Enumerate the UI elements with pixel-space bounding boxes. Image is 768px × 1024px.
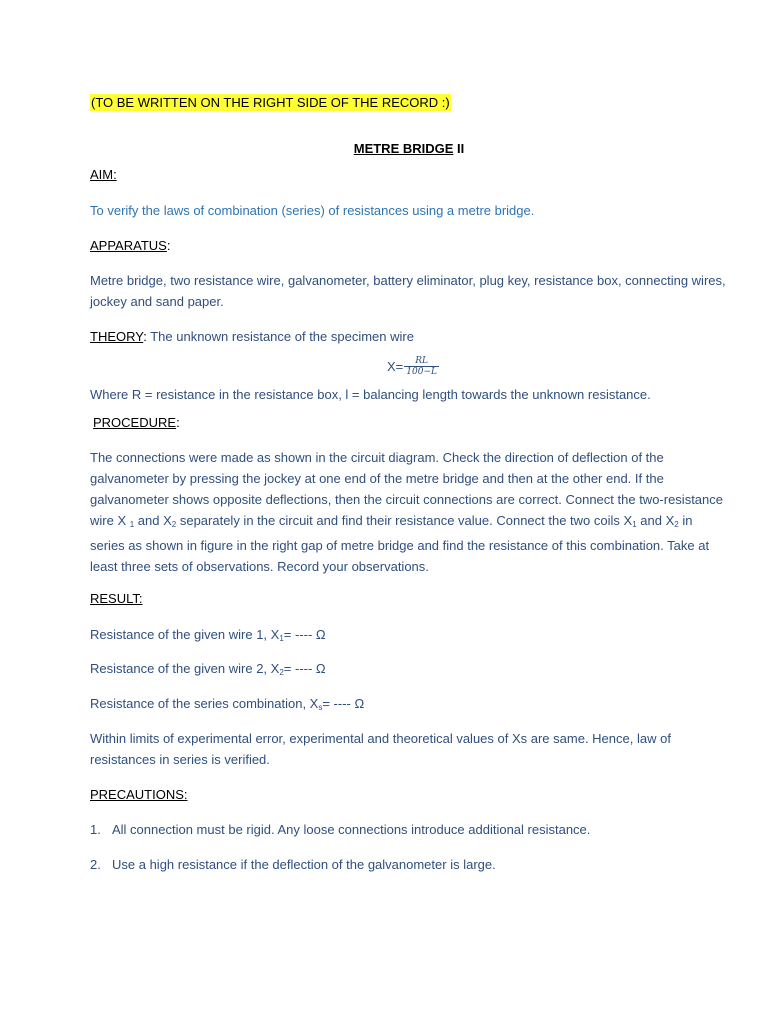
procedure-part5: in series as shown in figure in the right gap of metre bridge and find the resistance of this combination. Take at least three sets of observations. Record your observations. (90, 513, 710, 574)
result-wire-2-label: Resistance of the given wire 2, X (90, 661, 280, 676)
procedure-part2: and X (134, 513, 172, 528)
result-wire-1 (90, 627, 326, 643)
precaution-text: All connection must be rigid. Any loose connections introduce additional resistance. (112, 822, 591, 837)
result-wire-1-sub: 1 (279, 634, 284, 643)
formula-lhs: X= (387, 359, 404, 374)
formula-denominator: 100−L (406, 367, 437, 377)
record-note (90, 95, 451, 110)
procedure-sub3: 1 (632, 520, 637, 529)
procedure-part4: and X (636, 513, 675, 528)
precaution-text: Use a high resistance if the deflection of the galvanometer is large. (112, 857, 496, 872)
resistance-formula (387, 356, 439, 377)
result-series (90, 696, 364, 712)
procedure-part3: separately in the circuit and find their resistance value. Connect the two coils X (176, 513, 633, 528)
record-note-text: (TO BE WRITTEN ON THE RIGHT SIDE OF THE RECORD :) (91, 95, 450, 110)
procedure-heading (93, 415, 180, 430)
result-series-sub: s (318, 703, 323, 712)
precaution-number: 1. (90, 822, 101, 837)
result-series-label: Resistance of the series combination, X (90, 696, 319, 711)
procedure-colon: : (176, 415, 180, 430)
procedure-sub2: 2 (171, 520, 177, 529)
result-wire-2-value: = ---- Ω (283, 661, 326, 676)
precaution-item (90, 857, 496, 872)
formula-fraction (404, 356, 439, 377)
result-conclusion: Within limits of experimental error, experimental and theoretical values of Xs are same. Hence, law of resistances in series is verified. (90, 731, 671, 767)
result-heading: RESULT: (90, 591, 143, 606)
title-suffix: II (453, 141, 465, 156)
procedure-heading-text: PROCEDURE (93, 415, 177, 430)
result-wire-1-label: Resistance of the given wire 1, X (90, 627, 280, 642)
formula-numerator: RL (415, 356, 428, 366)
title-main: METRE BRIDGE (353, 141, 454, 156)
theory-text: The unknown resistance of the specimen wire (146, 329, 414, 344)
theory-line (90, 329, 414, 344)
theory-heading: THEORY (90, 329, 144, 344)
theory-colon: : (143, 329, 147, 344)
precaution-item (90, 822, 590, 837)
page-title (0, 141, 768, 156)
apparatus-colon: : (166, 238, 171, 253)
result-series-value: = ---- Ω (322, 696, 365, 711)
theory-where: Where R = resistance in the resistance box, l = balancing length towards the unknown resistance. (90, 387, 651, 402)
procedure-sub1: 1 (129, 520, 135, 529)
apparatus-heading (90, 238, 170, 253)
apparatus-text: Metre bridge, two resistance wire, galvanometer, battery eliminator, plug key, resistance box, connecting wires, jockey and sand paper. (90, 273, 726, 309)
result-wire-2-sub: 2 (279, 668, 284, 677)
result-wire-1-value: = ---- Ω (283, 627, 326, 642)
procedure-part1: The connections were made as shown in the circuit diagram. Check the direction of deflection of the galvanometer by pressing the jockey at one end of the metre bridge and then at the other end. If the galvanometer shows opposite deflections, then the circuit connections are correct. Connect the two-resistance wire X (90, 450, 724, 528)
result-wire-2 (90, 661, 326, 677)
procedure-text (90, 447, 726, 577)
aim-text: To verify the laws of combination (series) of resistances using a metre bridge. (90, 203, 535, 218)
precautions-heading: PRECAUTIONS: (90, 787, 188, 802)
procedure-sub4: 2 (674, 520, 679, 529)
precaution-number: 2. (90, 857, 101, 872)
apparatus-heading-text: APPARATUS (90, 238, 167, 253)
aim-heading: AIM: (90, 167, 117, 182)
